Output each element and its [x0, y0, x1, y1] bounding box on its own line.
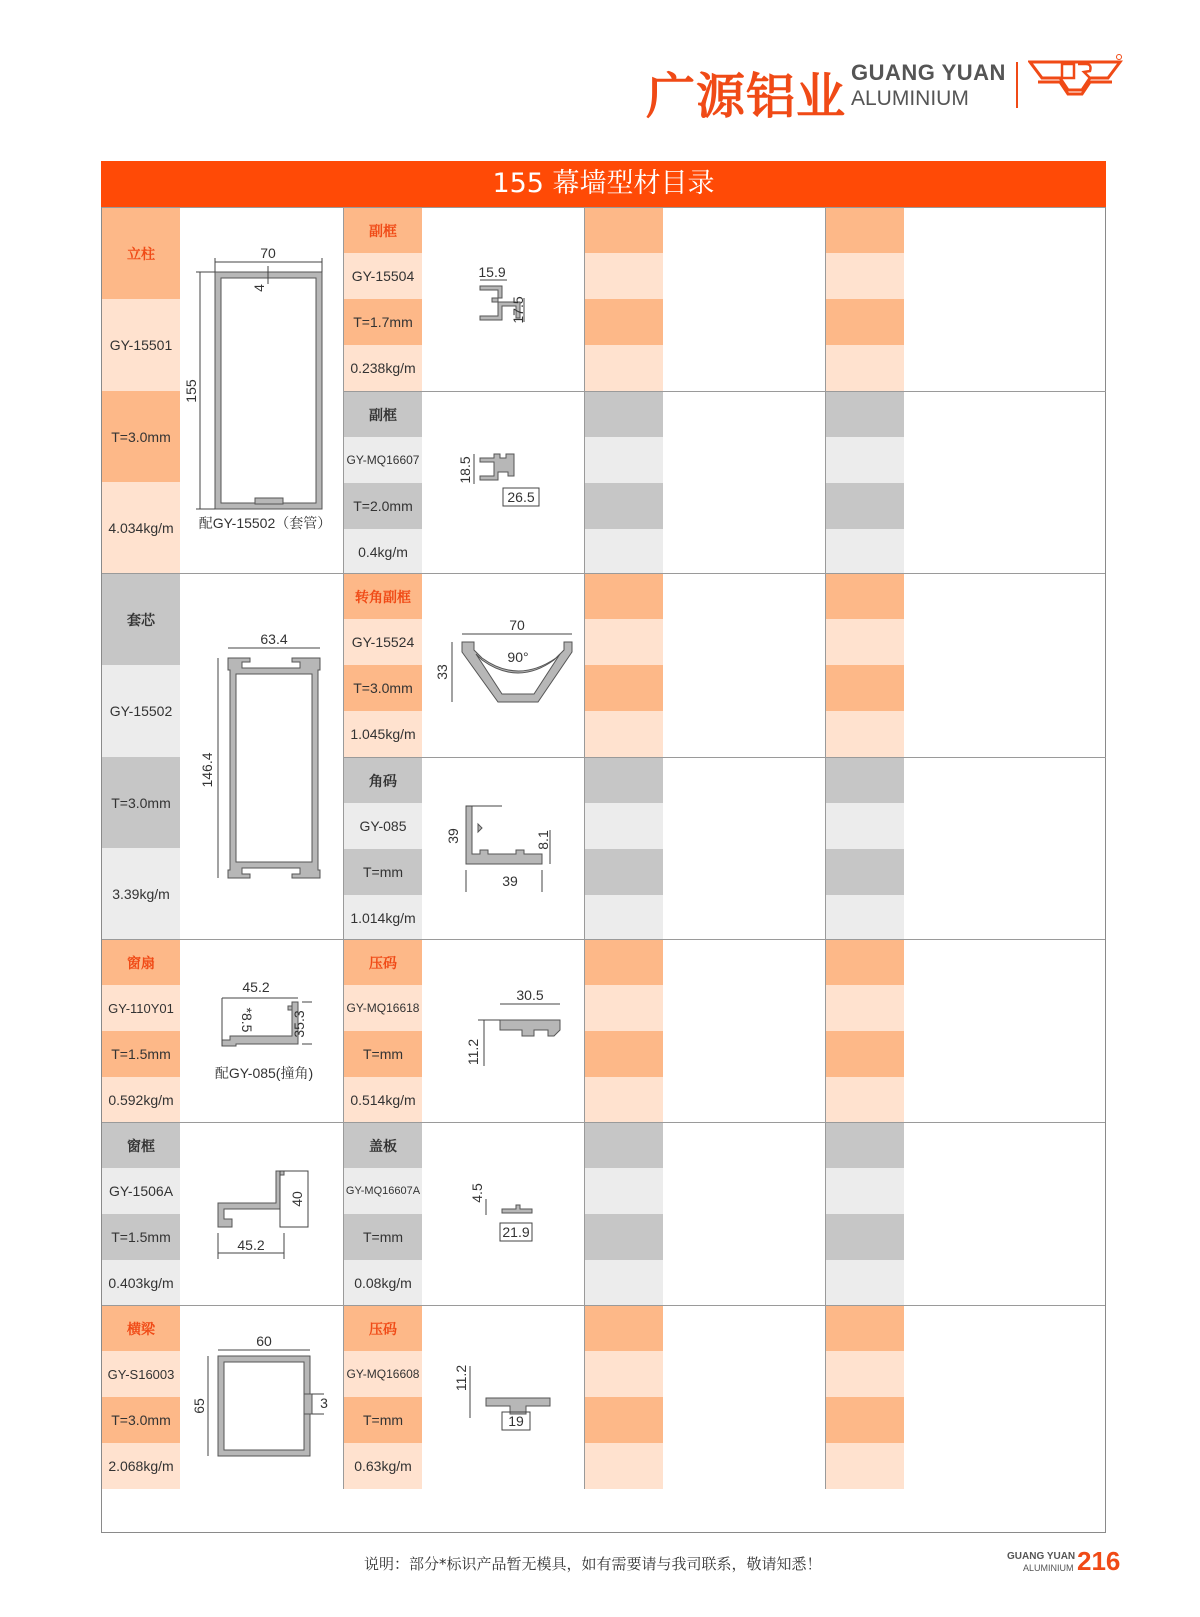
profile-code: GY-MQ16608	[344, 1351, 422, 1397]
profile-thickness: T=mm	[344, 849, 422, 895]
profile-weight: 0.08kg/m	[344, 1260, 422, 1306]
profile-pair	[343, 574, 585, 940]
dim-width: 70	[509, 617, 525, 633]
catalog-row	[102, 573, 1105, 940]
profile-name: 角码	[344, 758, 422, 803]
profile-drawing	[422, 758, 585, 941]
profile-name: 套芯	[102, 574, 180, 665]
dim-height: 11.2	[465, 1038, 481, 1066]
dim-height: 33	[434, 664, 450, 680]
profile-weight: 0.592kg/m	[102, 1077, 180, 1123]
profile-pair	[343, 208, 585, 574]
dim-width: 19	[508, 1413, 524, 1429]
profile-name: 副框	[344, 208, 422, 253]
empty-cell	[825, 1306, 1106, 1489]
catalog-row	[102, 939, 1105, 1123]
profile-cell-gys16003	[102, 1306, 343, 1489]
profile-weight: 0.238kg/m	[344, 345, 422, 391]
profile-code: GY-MQ16607A	[344, 1168, 422, 1214]
dim-width: 30.5	[516, 987, 544, 1003]
profile-drawing	[180, 940, 343, 1123]
profile-note: 配GY-15502（套管）	[198, 515, 332, 531]
empty-cell	[825, 940, 1106, 1123]
profile-cell-gymq16608	[343, 1306, 585, 1489]
profile-weight: 0.4kg/m	[344, 529, 422, 574]
profile-drawing	[180, 1306, 343, 1489]
profile-name: 横梁	[102, 1306, 180, 1351]
catalog-title: 155 幕墙型材目录	[101, 161, 1106, 207]
profile-code: GY-1506A	[102, 1168, 180, 1214]
empty-cell	[584, 1306, 826, 1489]
profile-weight: 0.63kg/m	[344, 1443, 422, 1489]
catalog-row	[102, 207, 1105, 574]
dim-width: 60	[256, 1333, 272, 1349]
profile-weight: 0.403kg/m	[102, 1260, 180, 1306]
profile-code: GY-MQ16618	[344, 985, 422, 1031]
profile-drawing	[422, 940, 585, 1123]
profile-name: 窗框	[102, 1123, 180, 1168]
profile-cell-gy15501	[102, 208, 343, 574]
page-number: 216	[1077, 1546, 1121, 1576]
dim-width: 70	[260, 245, 276, 261]
profile-weight: 1.014kg/m	[344, 895, 422, 940]
dim-width: 45.2	[237, 1237, 265, 1253]
profile-code: GY-S16003	[102, 1351, 180, 1397]
profile-thickness: T=2.0mm	[344, 483, 422, 529]
profile-cell-gy110y01	[102, 940, 343, 1123]
profile-thickness: T=1.5mm	[102, 1031, 180, 1077]
profile-thickness: T=mm	[344, 1031, 422, 1077]
profile-code: GY-085	[344, 803, 422, 849]
dim-height: 4.5	[469, 1183, 485, 1203]
profile-weight: 2.068kg/m	[102, 1443, 180, 1489]
profile-code: GY-15504	[344, 253, 422, 299]
dim-foot: 8.1	[535, 830, 551, 850]
profile-weight: 3.39kg/m	[102, 848, 180, 940]
profile-drawing	[422, 208, 585, 391]
dim-depth: *8.5	[239, 1007, 255, 1033]
dim-height: 39	[445, 828, 461, 844]
catalog-row	[102, 1122, 1105, 1306]
footer-note: 说明：部分*标识产品暂无模具，如有需要请与我司联系，敬请知悉！	[364, 1555, 822, 1573]
empty-cell	[584, 574, 826, 940]
profile-cell-gy1506a	[102, 1123, 343, 1306]
profile-drawing	[422, 574, 585, 757]
dim-height: 40	[289, 1191, 305, 1207]
profile-weight: 1.045kg/m	[344, 711, 422, 757]
profile-name: 压码	[344, 940, 422, 985]
profile-drawing	[180, 208, 343, 574]
catalog-grid	[101, 207, 1106, 1533]
dim-wall: 4	[251, 284, 267, 292]
profile-thickness: T=mm	[344, 1397, 422, 1443]
profile-name: 立柱	[102, 208, 180, 299]
dim-width: 26.5	[507, 489, 535, 505]
profile-drawing	[422, 1123, 585, 1306]
footer-brand-name: GUANG YUAN	[1007, 1551, 1076, 1562]
empty-cell	[825, 208, 1106, 574]
dim-width: 63.4	[260, 631, 288, 647]
profile-thickness: T=1.7mm	[344, 299, 422, 345]
dim-height: 18.5	[457, 456, 473, 484]
profile-cell-gymq16607a	[343, 1123, 585, 1306]
dim-slot: 3	[320, 1395, 328, 1411]
profile-cell-gymq16618	[343, 940, 585, 1123]
profile-name: 窗扇	[102, 940, 180, 985]
profile-drawing	[422, 392, 585, 575]
profile-catalog	[101, 161, 1106, 1533]
empty-cell	[584, 940, 826, 1123]
dim-width: 15.9	[478, 264, 506, 280]
footer-brand-subtitle: ALUMINIUM	[1023, 1563, 1074, 1573]
profile-note: 配GY-085(撞角)	[214, 1065, 314, 1081]
profile-name: 压码	[344, 1306, 422, 1351]
profile-thickness: T=3.0mm	[102, 757, 180, 848]
brand-name-en: GUANG YUAN	[851, 60, 1006, 85]
profile-code: GY-15524	[344, 619, 422, 665]
profile-weight: 4.034kg/m	[102, 482, 180, 574]
profile-drawing	[180, 1123, 343, 1306]
profile-thickness: T=3.0mm	[102, 1397, 180, 1443]
dim-height: 17.5	[510, 296, 526, 324]
profile-thickness: T=3.0mm	[102, 391, 180, 482]
brand-divider	[1016, 62, 1018, 108]
profile-code: GY-15501	[102, 299, 180, 391]
dim-angle: 90°	[507, 649, 529, 665]
profile-code: GY-110Y01	[102, 985, 180, 1031]
page-header	[0, 40, 1200, 130]
empty-cell	[825, 1123, 1106, 1306]
profile-drawing	[180, 574, 343, 940]
profile-code: GY-MQ16607	[344, 437, 422, 483]
dim-height: 65	[191, 1398, 207, 1414]
profile-cell-gy15502	[102, 574, 343, 940]
brand-name-cn: 广源铝业	[646, 68, 847, 125]
profile-drawing	[422, 1306, 585, 1489]
dim-height: 155	[183, 379, 199, 403]
dim-height: 11.2	[453, 1364, 469, 1392]
profile-name: 副框	[344, 392, 422, 437]
profile-name: 转角副框	[344, 574, 422, 619]
profile-name: 盖板	[344, 1123, 422, 1168]
dim-width: 45.2	[242, 979, 270, 995]
profile-code: GY-15502	[102, 665, 180, 757]
empty-cell	[584, 208, 826, 574]
dim-height: 146.4	[199, 752, 215, 788]
catalog-row	[102, 1305, 1105, 1489]
profile-weight: 0.514kg/m	[344, 1077, 422, 1123]
empty-cell	[825, 574, 1106, 940]
empty-cell	[584, 1123, 826, 1306]
profile-thickness: T=mm	[344, 1214, 422, 1260]
profile-thickness: T=3.0mm	[344, 665, 422, 711]
dim-width: 21.9	[502, 1224, 530, 1240]
profile-thickness: T=1.5mm	[102, 1214, 180, 1260]
dim-width: 39	[502, 873, 518, 889]
dim-height: 35.3	[291, 1010, 307, 1038]
company-logo-icon	[1028, 54, 1123, 114]
brand-subtitle-en: ALUMINIUM	[851, 87, 969, 110]
